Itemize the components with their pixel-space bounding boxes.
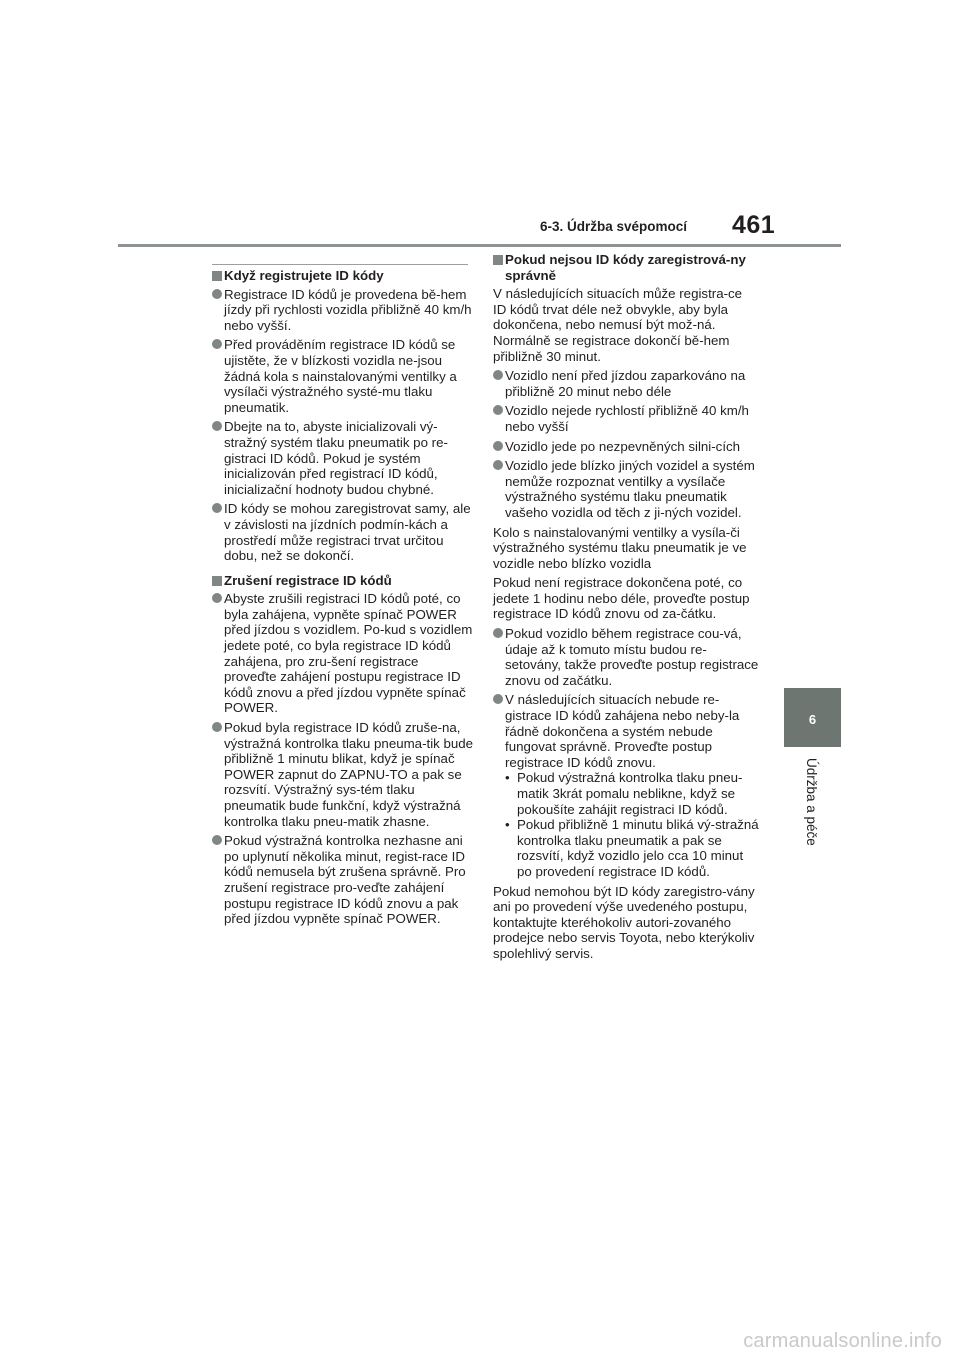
bullet-icon	[212, 289, 222, 299]
list-item: Vozidlo jede blízko jiných vozidel a systém nemůže rozpoznat ventilky a vysílače výstražného systému tlaku pneumatik vašeho vozidla od těch z ji-ných vozidel.	[493, 458, 759, 520]
list-item: Před prováděním registrace ID kódů se ujistěte, že v blízkosti vozidla ne-jsou žádná kola s nainstalovanými ventilky a vysílači výstražného systé-mu tlaku pneumatik.	[212, 337, 474, 415]
paragraph: Kolo s nainstalovanými ventilky a vysíla-či výstražného systému tlaku pneumatik je ve vozidle nebo blízko vozidla	[493, 524, 747, 571]
right-column	[493, 252, 759, 966]
heading-registering: Když registrujete ID kódy	[212, 268, 474, 284]
list-item: ID kódy se mohou zaregistrovat samy, ale v závislosti na jízdních podmín-kách a prostředí může registraci trvat určitou dobu, než se dokončí.	[212, 501, 474, 563]
bullet-icon	[493, 405, 503, 415]
list-item: Pokud byla registrace ID kódů zruše-na, výstražná kontrolka tlaku pneuma-tik bude přibližně 1 minutu blikat, když je spínač POWER zapnut do ZAPNU-TO a pak se rozsvítí. Výstražný sys-tém tlaku pneumatik bude funkční, když výstražná kontrolka tlaku pneu-matik zhasne.	[212, 720, 474, 829]
list-item: Registrace ID kódů je provedena bě-hem jízdy při rychlosti vozidla přibližně 40 km/h nebo vyšší.	[212, 287, 474, 334]
column-rule	[212, 264, 468, 265]
list-item: V následujících situacích nebude re-gistrace ID kódů zahájena nebo neby-la řádně dokončena a systém nebude fungovat správně. Proveďte postup registrace ID kódů znovu.	[493, 692, 759, 770]
bullet-icon	[212, 835, 222, 845]
bullet-icon	[493, 370, 503, 380]
heading-not-registered: Pokud nejsou ID kódy zaregistrová-ny správně	[493, 252, 759, 283]
sub-list-item: • Pokud přibližně 1 minutu bliká vý-stražná kontrolka tlaku pneumatik a pak se rozsvítí, když vozidlo jelo cca 10 minut po provedení registrace ID kódů.	[505, 817, 759, 879]
bullet-icon	[212, 593, 222, 603]
list-item: Pokud vozidlo během registrace cou-vá, údaje až k tomuto místu budou re-setovány, takže proveďte postup registrace znovu od začátku.	[493, 626, 759, 688]
bullet-icon	[212, 503, 222, 513]
heading-cancel-registration: Zrušení registrace ID kódů	[212, 573, 474, 589]
chapter-label: Údržba a péče	[804, 758, 819, 846]
left-column	[212, 268, 474, 931]
chapter-number: 6	[808, 712, 817, 727]
paragraph: Pokud není registrace dokončena poté, co jedete 1 hodinu nebo déle, proveďte postup registrace ID kódů znovu od za-čátku.	[493, 575, 750, 622]
bullet-icon	[493, 694, 503, 704]
list-item: Abyste zrušili registraci ID kódů poté, co byla zahájena, vypněte spínač POWER před jízdou s vozidlem. Po-kud s vozidlem jedete poté, co byla registrace ID kódů zahájena, pro zru-šení registrace proveďte zahájení postupu registrace ID kódů znovu a před jízdou vypněte spínač POWER.	[212, 591, 474, 716]
chapter-tab[interactable]	[784, 688, 841, 747]
bullet-icon	[493, 460, 503, 470]
list-item: Vozidlo jede po nezpevněných silni-cích	[493, 439, 759, 455]
header-rule	[118, 244, 841, 247]
bullet-icon	[212, 421, 222, 431]
sub-list-item: • Pokud výstražná kontrolka tlaku pneu-matik 3krát pomalu neblikne, když se pokoušíte zahájit registraci ID kódů.	[505, 770, 743, 817]
bullet-icon	[212, 722, 222, 732]
paragraph: Pokud nemohou být ID kódy zaregistro-vány ani po provedení výše uvedeného postupu, kontaktujte kteréhokoliv autori-zovaného prodejce nebo servis Toyota, nebo kterýkoliv spolehlivý servis.	[493, 883, 755, 961]
watermark: carmanualsonline.info	[743, 1330, 942, 1352]
paragraph: V následujících situacích může registra-ce ID kódů trvat déle než obvykle, aby byla dokončena, nebo nemusí být mož-ná. Normálně se registrace dokončí bě-hem přibližně 30 minut.	[493, 286, 743, 364]
list-item: Vozidlo není před jízdou zaparkováno na přibližně 20 minut nebo déle	[493, 368, 759, 399]
list-item: Dbejte na to, abyste inicializovali vý-stražný systém tlaku pneumatik po re-gistraci ID kódů. Pokud je systém inicializován před registrací ID kódů, inicializační hodnoty budou chybné.	[212, 419, 474, 497]
page-number: 461	[732, 211, 776, 239]
bullet-icon	[493, 628, 503, 638]
list-item: Pokud výstražná kontrolka nezhasne ani po uplynutí několika minut, regist-race ID kódů nemusela být zrušena správně. Pro zrušení registrace pro-veďte zahájení postupu registrace ID kódů znovu a pak před jízdou vypněte spínač POWER.	[212, 833, 474, 927]
bullet-icon	[493, 441, 503, 451]
bullet-icon	[212, 339, 222, 349]
list-item: Vozidlo nejede rychlostí přibližně 40 km/h nebo vyšší	[493, 403, 759, 434]
section-title: 6-3. Údržba svépomocí	[540, 219, 688, 234]
